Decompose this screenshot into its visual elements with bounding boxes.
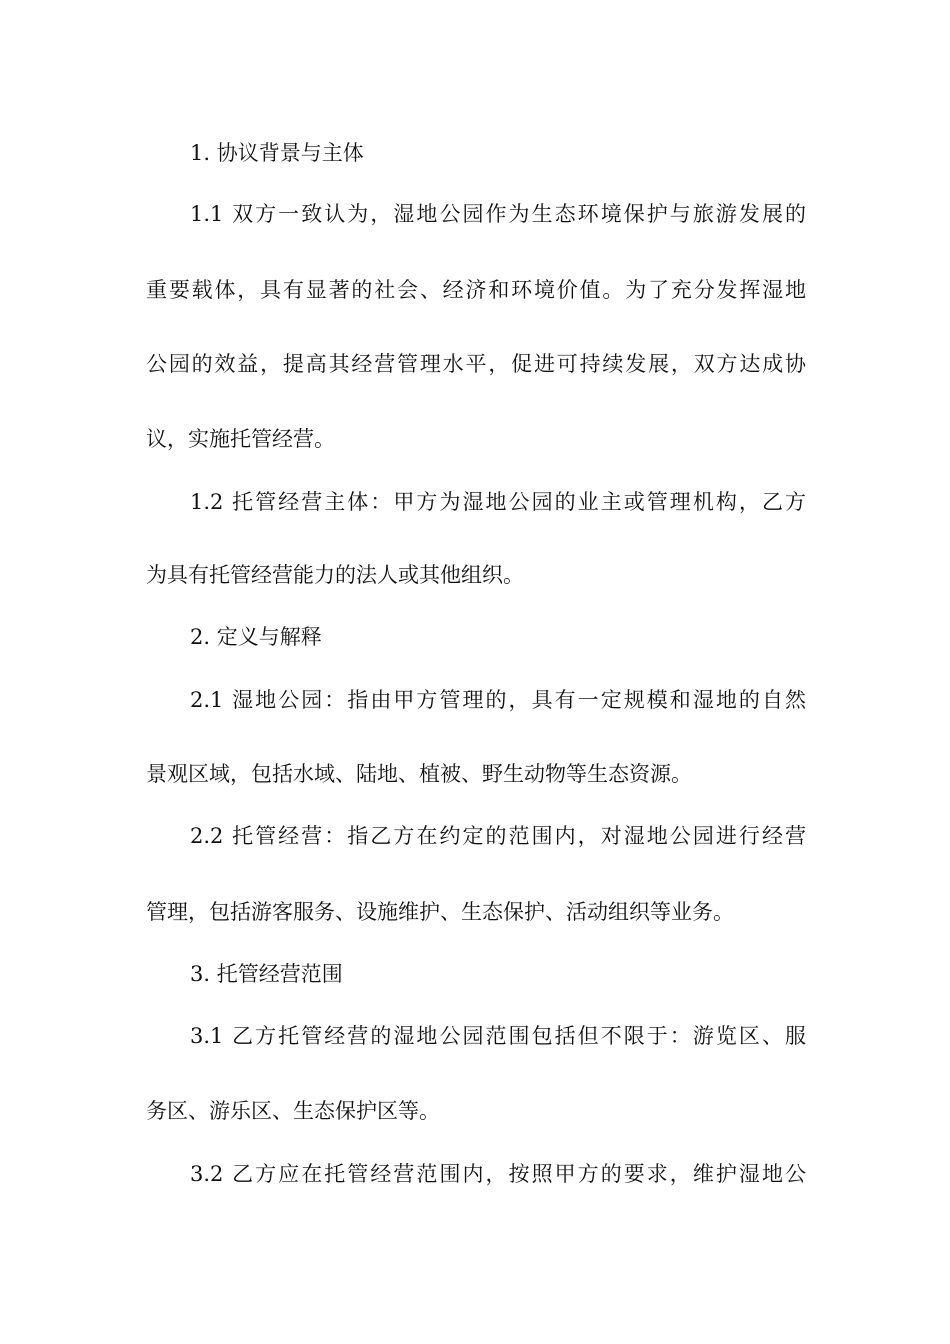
paragraph-line: 2.2 托管经营：指乙方在约定的范围内，对湿地公园进行经营 <box>190 824 806 848</box>
section-3-heading: 3. 托管经营范围 <box>190 962 343 986</box>
paragraph-line: 公园的效益，提高其经营管理水平，促进可持续发展，双方达成协 <box>146 352 806 376</box>
paragraph-line: 景观区域，包括水域、陆地、植被、野生动物等生态资源。 <box>146 762 692 786</box>
paragraph-line: 务区、游乐区、生态保护区等。 <box>146 1099 440 1123</box>
paragraph-line: 1.2 托管经营主体：甲方为湿地公园的业主或管理机构，乙方 <box>190 490 806 514</box>
paragraph-line: 1.1 双方一致认为，湿地公园作为生态环境保护与旅游发展的 <box>190 202 806 226</box>
paragraph-line: 议，实施托管经营。 <box>146 427 335 451</box>
paragraph-line: 管理，包括游客服务、设施维护、生态保护、活动组织等业务。 <box>146 900 734 924</box>
paragraph-line: 重要载体，具有显著的社会、经济和环境价值。为了充分发挥湿地 <box>146 278 806 302</box>
paragraph-line: 为具有托管经营能力的法人或其他组织。 <box>146 563 524 587</box>
paragraph-line: 2.1 湿地公园：指由甲方管理的，具有一定规模和湿地的自然 <box>190 688 806 712</box>
section-2-heading: 2. 定义与解释 <box>190 625 322 649</box>
paragraph-line: 3.2 乙方应在托管经营范围内，按照甲方的要求，维护湿地公 <box>190 1162 806 1186</box>
section-1-heading: 1. 协议背景与主体 <box>190 141 364 165</box>
paragraph-line: 3.1 乙方托管经营的湿地公园范围包括但不限于：游览区、服 <box>190 1024 806 1048</box>
